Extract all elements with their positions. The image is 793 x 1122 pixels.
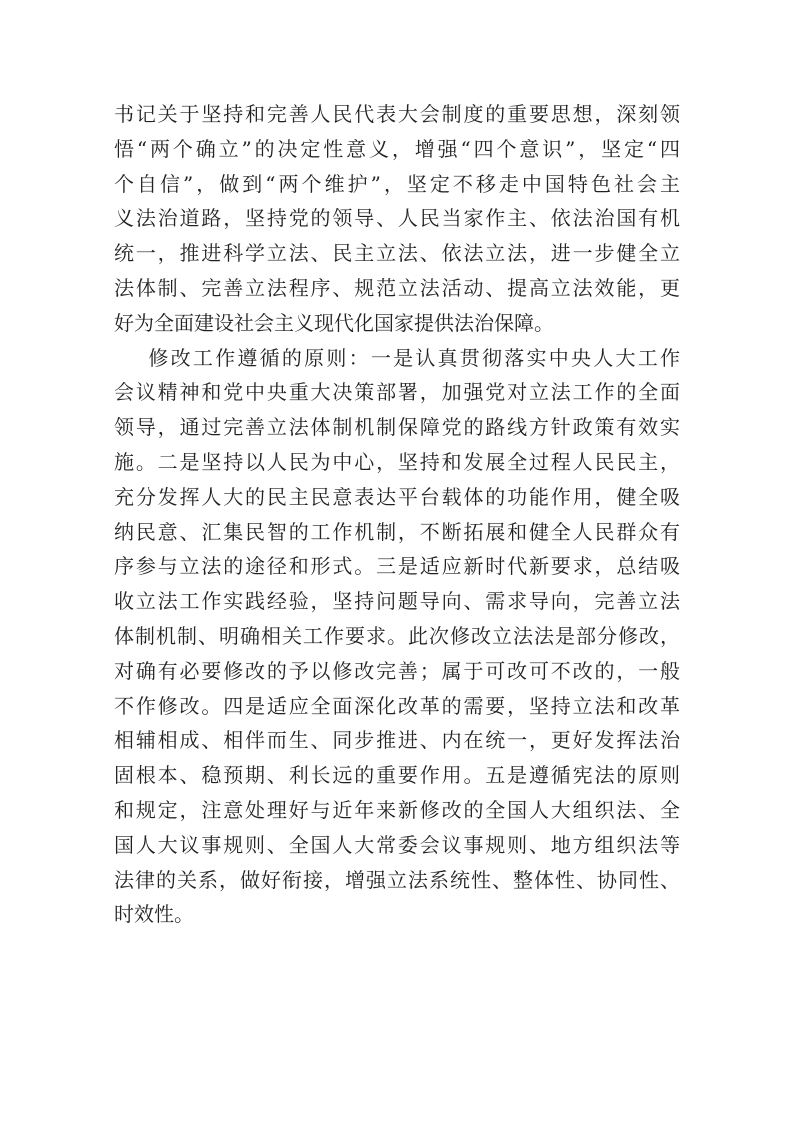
text-line: 施。二是坚持以人民为中心，坚持和发展全过程人民民主，	[114, 449, 680, 474]
text-line: 充分发挥人大的民主民意表达平台载体的功能作用，健全吸	[114, 484, 680, 509]
text-line: 悟“两个确立”的决定性意义，增强“四个意识”，坚定“四	[114, 136, 680, 161]
text-line: 纳民意、汇集民智的工作机制，不断拓展和健全人民群众有	[114, 519, 680, 544]
text-line: 相辅相成、相伴而生、同步推进、内在统一，更好发挥法治	[114, 728, 680, 753]
text-line: 对确有必要修改的予以修改完善；属于可改可不改的，一般	[114, 658, 680, 683]
text-line: 不作修改。四是适应全面深化改革的需要，坚持立法和改革	[114, 693, 680, 718]
text-line: 时效性。	[114, 902, 194, 927]
text-line: 法体制、完善立法程序、规范立法活动、提高立法效能，更	[114, 275, 680, 300]
document-body	[114, 97, 680, 932]
paragraph	[114, 97, 680, 341]
text-line: 收立法工作实践经验，坚持问题导向、需求导向，完善立法	[114, 589, 680, 614]
text-line: 个自信”，做到“两个维护”，坚定不移走中国特色社会主	[114, 171, 680, 196]
text-line: 固根本、稳预期、利长远的重要作用。五是遵循宪法的原则	[114, 763, 680, 788]
text-line: 统一，推进科学立法、民主立法、依法立法，进一步健全立	[114, 241, 680, 266]
text-line: 会议精神和党中央重大决策部署，加强党对立法工作的全面	[114, 380, 680, 405]
text-line: 体制机制、明确相关工作要求。此次修改立法法是部分修改，	[114, 623, 680, 648]
text-line: 国人大议事规则、全国人大常委会议事规则、地方组织法等	[114, 832, 680, 857]
text-line: 好为全面建设社会主义现代化国家提供法治保障。	[114, 310, 554, 335]
text-line: 义法治道路，坚持党的领导、人民当家作主、依法治国有机	[114, 206, 680, 231]
paragraph	[114, 341, 680, 933]
text-line: 法律的关系，做好衔接，增强立法系统性、整体性、协同性、	[114, 867, 680, 892]
text-line: 书记关于坚持和完善人民代表大会制度的重要思想，深刻领	[114, 102, 680, 126]
text-line: 序参与立法的途径和形式。三是适应新时代新要求，总结吸	[114, 554, 680, 579]
text-line: 和规定，注意处理好与近年来新修改的全国人大组织法、全	[114, 797, 680, 822]
text-line: 领导，通过完善立法体制机制保障党的路线方针政策有效实	[114, 415, 680, 440]
text-line: 修改工作遵循的原则：一是认真贯彻落实中央人大工作	[114, 345, 680, 370]
